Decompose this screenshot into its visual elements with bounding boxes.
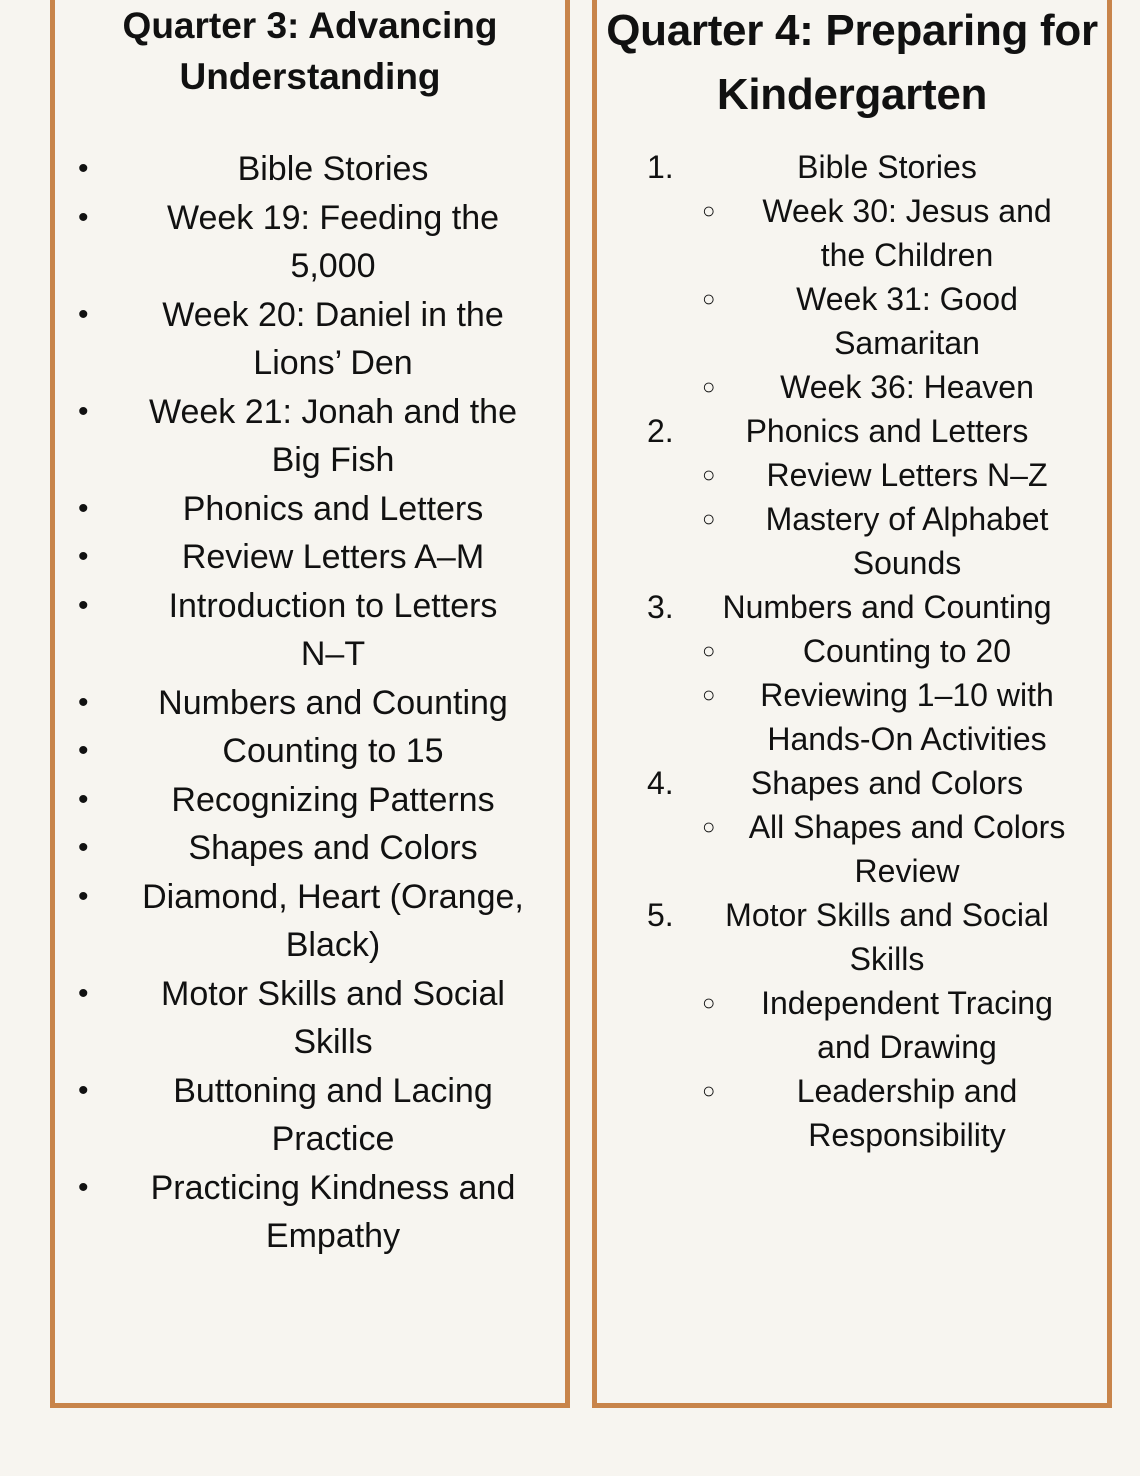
section-label: Motor Skills and Social Skills — [725, 897, 1049, 977]
list-item-text: Bible Stories — [237, 150, 429, 188]
bullet-icon: • — [78, 879, 89, 913]
list-item — [55, 485, 565, 534]
hollow-circle-bullet-icon: ○ — [702, 814, 716, 839]
section-label: Numbers and Counting — [722, 589, 1052, 625]
sub-list-item — [597, 497, 1107, 585]
section-heading — [597, 761, 1107, 805]
hollow-circle-bullet-icon: ○ — [702, 682, 716, 707]
sub-list-item-text: Leadership and Responsibility — [796, 1073, 1018, 1153]
bullet-icon: • — [78, 685, 89, 719]
hollow-circle-bullet-icon: ○ — [702, 286, 716, 311]
sub-list-item — [597, 365, 1107, 409]
sub-list — [597, 805, 1107, 893]
section-label: Shapes and Colors — [750, 765, 1024, 801]
sub-list-item — [597, 1069, 1107, 1157]
quarter-3-panel — [50, 0, 570, 1408]
numbered-section — [597, 761, 1107, 893]
bullet-icon: • — [78, 297, 89, 331]
section-number: 3. — [647, 589, 674, 625]
sub-list-item — [597, 981, 1107, 1069]
bullet-icon: • — [78, 1073, 89, 1107]
section-number: 4. — [647, 765, 674, 801]
section-heading — [597, 893, 1107, 981]
sub-list — [597, 189, 1107, 409]
bullet-icon: • — [78, 394, 89, 428]
numbered-section — [597, 145, 1107, 409]
list-item-text: Week 21: Jonah and the Big Fish — [149, 392, 517, 479]
sub-list-item — [597, 629, 1107, 673]
list-item-text: Diamond, Heart (Orange, Black) — [142, 877, 524, 964]
numbered-section — [597, 585, 1107, 761]
sub-list-item-text: Week 31: Good Samaritan — [796, 281, 1018, 361]
sub-list-item-text: Review Letters N–Z — [766, 457, 1048, 493]
list-item — [55, 873, 565, 970]
sub-list-item-text: All Shapes and Colors Review — [748, 809, 1066, 889]
quarter-4-title — [597, 0, 1107, 127]
section-number: 2. — [647, 413, 674, 449]
sub-list — [597, 981, 1107, 1157]
hollow-circle-bullet-icon: ○ — [702, 638, 716, 663]
list-item-text: Week 20: Daniel in the Lions’ Den — [162, 295, 504, 382]
list-item — [55, 824, 565, 873]
sub-list — [597, 629, 1107, 761]
list-item-text: Counting to 15 — [222, 732, 444, 770]
quarter-4-panel — [592, 0, 1112, 1408]
sub-list-item — [597, 189, 1107, 277]
list-item-text: Buttoning and Lacing Practice — [173, 1071, 493, 1158]
list-item-text: Week 19: Feeding the 5,000 — [166, 198, 500, 285]
section-heading — [597, 145, 1107, 189]
list-item-text: Phonics and Letters — [182, 489, 484, 528]
list-item-text: Numbers and Counting — [158, 683, 508, 722]
sub-list-item — [597, 673, 1107, 761]
bullet-icon: • — [78, 734, 89, 767]
quarter-4-title-line-1: Quarter 4: Preparing for — [606, 6, 1098, 55]
section-heading — [597, 585, 1107, 629]
quarter-3-title-line-1: Quarter 3: Advancing — [122, 5, 498, 46]
hollow-circle-bullet-icon: ○ — [702, 990, 716, 1015]
sub-list-item-text: Mastery of Alphabet Sounds — [765, 501, 1049, 581]
list-item-text: Motor Skills and Social Skills — [161, 974, 505, 1061]
bullet-icon: • — [78, 831, 89, 864]
hollow-circle-bullet-icon: ○ — [702, 462, 716, 487]
section-label: Bible Stories — [797, 149, 977, 185]
hollow-circle-bullet-icon: ○ — [702, 506, 716, 531]
hollow-circle-bullet-icon: ○ — [702, 374, 716, 399]
quarter-4-numbered-list — [597, 145, 1107, 1157]
bullet-icon: • — [78, 200, 89, 234]
sub-list-item — [597, 805, 1107, 893]
list-item — [55, 533, 565, 582]
sub-list-item-text: Reviewing 1–10 with Hands-On Activities — [760, 677, 1054, 757]
bullet-icon: • — [78, 782, 89, 816]
numbered-section — [597, 893, 1107, 1157]
sub-list-item — [597, 453, 1107, 497]
section-heading — [597, 409, 1107, 453]
bullet-icon: • — [78, 588, 89, 622]
list-item — [55, 1067, 565, 1164]
list-item — [55, 388, 565, 485]
list-item — [55, 970, 565, 1067]
sub-list-item-text: Week 30: Jesus and the Children — [762, 193, 1052, 273]
section-number: 5. — [647, 897, 674, 933]
quarter-3-title — [55, 0, 565, 102]
list-item-text: Review Letters A–M — [181, 538, 485, 576]
bullet-icon: • — [78, 540, 89, 573]
bullet-icon: • — [78, 976, 89, 1010]
sub-list-item-text: Independent Tracing and Drawing — [761, 985, 1053, 1065]
bullet-icon: • — [78, 152, 89, 185]
list-item-text: Recognizing Patterns — [171, 780, 495, 819]
bullet-icon: • — [78, 491, 89, 525]
list-item — [55, 291, 565, 388]
list-item-text: Introduction to Letters N–T — [168, 586, 498, 673]
list-item — [55, 776, 565, 825]
sub-list-item-text: Counting to 20 — [802, 633, 1012, 669]
quarter-4-title-line-2: Kindergarten — [716, 70, 988, 119]
sub-list-item — [597, 277, 1107, 365]
sub-list — [597, 453, 1107, 585]
list-item-text: Shapes and Colors — [188, 829, 478, 867]
list-item — [55, 194, 565, 291]
list-item — [55, 582, 565, 679]
quarter-3-title-line-2: Understanding — [179, 56, 441, 97]
hollow-circle-bullet-icon: ○ — [702, 1078, 716, 1103]
quarter-3-bullet-list — [55, 145, 565, 1261]
hollow-circle-bullet-icon: ○ — [702, 198, 716, 223]
sub-list-item-text: Week 36: Heaven — [780, 369, 1034, 405]
list-item — [55, 679, 565, 728]
bullet-icon: • — [78, 1170, 89, 1204]
list-item — [55, 145, 565, 194]
list-item-text: Practicing Kindness and Empathy — [150, 1168, 516, 1255]
section-label: Phonics and Letters — [745, 413, 1029, 449]
numbered-section — [597, 409, 1107, 585]
list-item — [55, 1164, 565, 1261]
section-number: 1. — [647, 149, 674, 185]
list-item — [55, 727, 565, 776]
